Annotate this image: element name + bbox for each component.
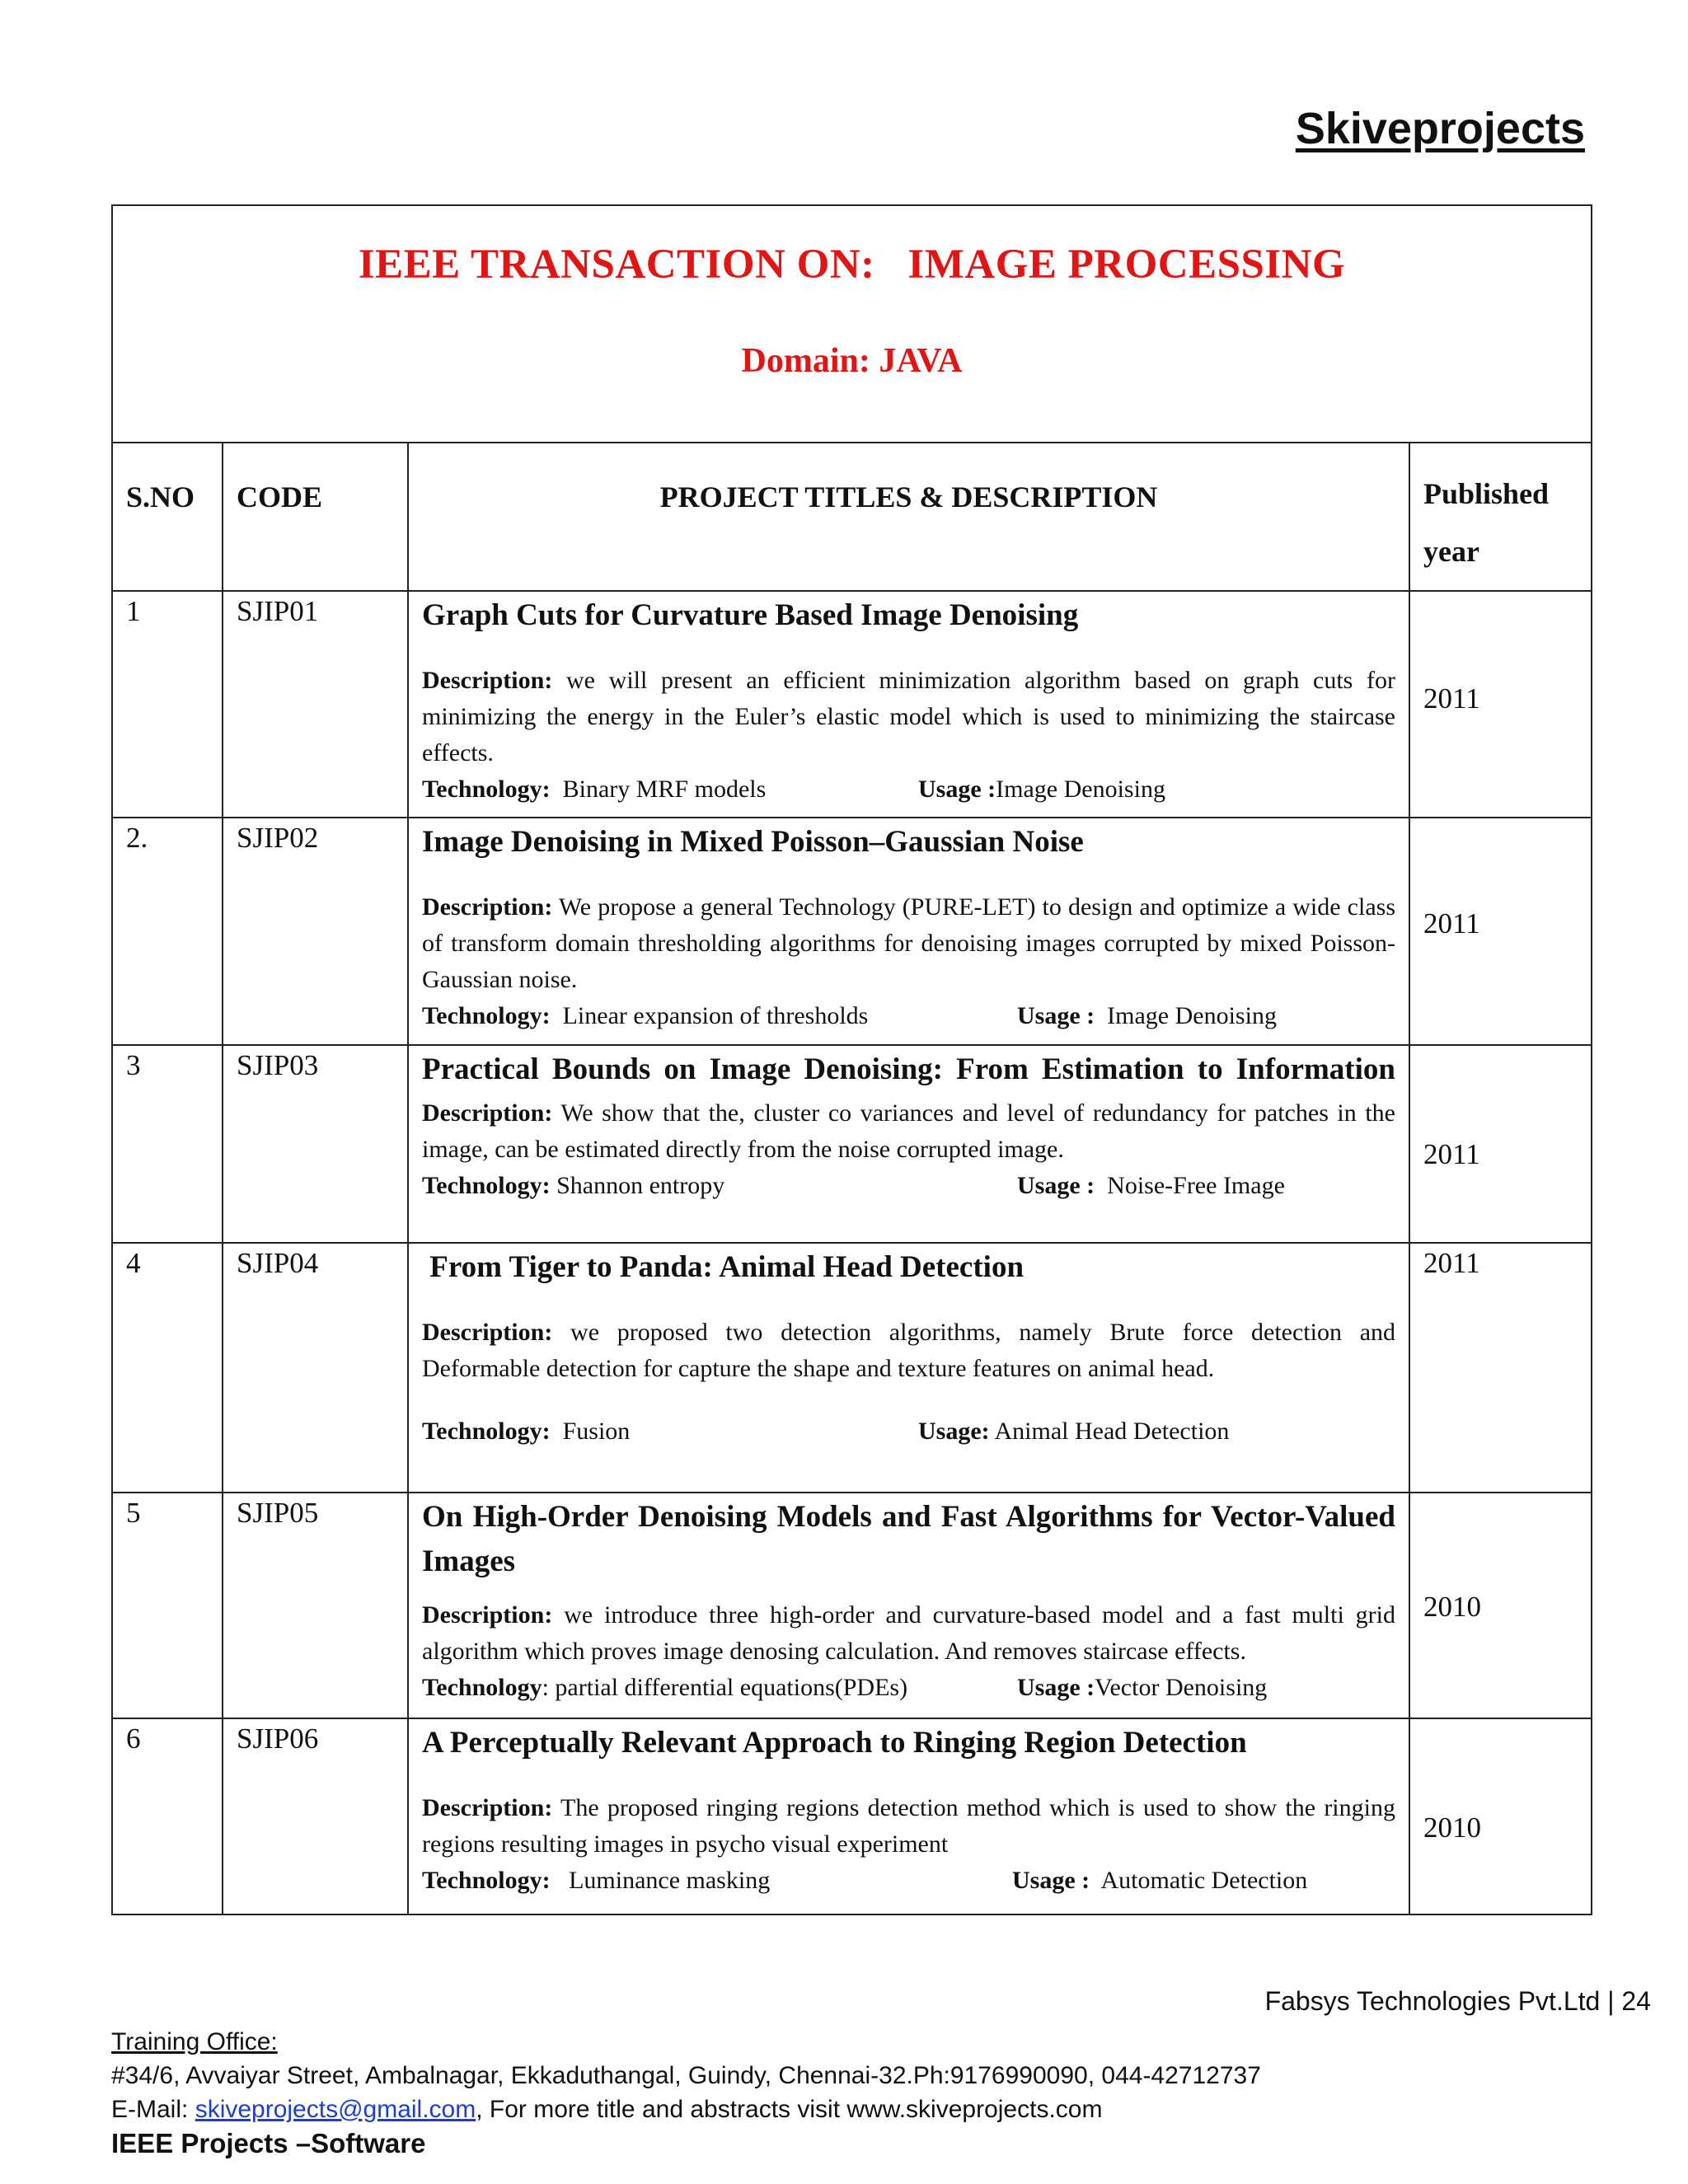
usage-label: Usage : [918, 776, 996, 803]
projects-table-wrapper [111, 204, 1591, 1915]
row-sno: 5 [112, 1493, 223, 1718]
usage [1012, 1863, 1307, 1899]
description-text: The proposed ringing regions detection method which is used to show the ringing regions resulting images in psycho visual experiment [422, 1794, 1395, 1858]
usage [918, 1413, 1229, 1450]
usage-label: Usage : [1017, 1674, 1095, 1701]
project-description [422, 1790, 1395, 1863]
column-header-year [1409, 443, 1592, 591]
usage-value: Image Denoising [1095, 1002, 1277, 1029]
description-label: Description: [422, 1319, 553, 1346]
technology [422, 771, 766, 808]
usage-value: Animal Head Detection [989, 1418, 1230, 1445]
usage-label: Usage: [918, 1418, 990, 1445]
row-year: 2011 [1409, 818, 1592, 1045]
technology [422, 1863, 770, 1899]
technology-usage-line [422, 1413, 1395, 1450]
technology-label: Technology: [422, 1172, 551, 1199]
project-description [422, 1597, 1395, 1670]
row-content [408, 1718, 1409, 1915]
description-text: we proposed two detection algorithms, namely Brute force detection and Deformable detection for capture the shape and texture features on animal head. [422, 1319, 1396, 1382]
usage-value: Vector Denoising [1095, 1674, 1268, 1701]
usage [918, 771, 1165, 808]
row-sno: 6 [112, 1718, 223, 1915]
table-row [112, 1493, 1592, 1718]
technology-usage-line [422, 1863, 1395, 1899]
technology-value: Fusion [550, 1418, 631, 1445]
banner-cell [112, 205, 1592, 443]
transaction-title: IEEE TRANSACTION ON: IMAGE PROCESSING [358, 241, 1346, 288]
email-prefix: E-Mail: [111, 2096, 195, 2123]
row-year: 2010 [1409, 1718, 1592, 1915]
row-sno: 1 [112, 591, 223, 818]
email-line [111, 2093, 1261, 2126]
project-title: Image Denoising in Mixed Poisson–Gaussian Noise [422, 825, 1084, 859]
technology-value: : partial differential equations(PDEs) [542, 1674, 908, 1701]
row-code: SJIP02 [223, 818, 408, 1045]
technology-usage-line [422, 1168, 1395, 1204]
description-label: Description: [422, 893, 553, 921]
footer-tagline: IEEE Projects –Software [111, 2128, 426, 2158]
usage [1017, 1168, 1285, 1204]
row-content [408, 1493, 1409, 1718]
usage-value: Image Denoising [996, 776, 1165, 803]
company-page-number: Fabsys Technologies Pvt.Ltd | 24 [1264, 1986, 1651, 2016]
projects-table [111, 204, 1592, 1915]
usage [1017, 998, 1277, 1034]
row-content [408, 1243, 1409, 1493]
technology-value: Binary MRF models [550, 776, 767, 803]
row-year: 2011 [1409, 591, 1592, 818]
email-suffix: , For more title and abstracts visit www.skiveprojects.com [476, 2096, 1103, 2123]
table-row [112, 1045, 1592, 1243]
technology [422, 998, 868, 1034]
description-text: We propose a general Technology (PURE-LET) to design and optimize a wide class of transform domain thresholding algorithms for denoising images corrupted by mixed Poisson-Gaussian noise. [422, 893, 1395, 993]
year-header-line2: year [1423, 535, 1479, 568]
technology-label: Technology: [422, 1002, 551, 1029]
row-year: 2011 [1409, 1045, 1592, 1243]
column-header-row [112, 443, 1592, 591]
year-header-line1: Published [1423, 477, 1550, 510]
table-header-banner [112, 205, 1592, 443]
project-title: Graph Cuts for Curvature Based Image Denoising [422, 598, 1079, 632]
row-year: 2011 [1409, 1243, 1592, 1493]
description-text: We show that the, cluster co variances and level of redundancy for patches in the image, can be estimated directly from the noise corrupted image. [422, 1099, 1395, 1163]
technology [422, 1168, 724, 1204]
row-content [408, 1045, 1409, 1243]
description-label: Description: [422, 1794, 553, 1821]
table-row [112, 818, 1592, 1045]
usage-label: Usage : [1017, 1172, 1095, 1199]
row-sno: 4 [112, 1243, 223, 1493]
table-row [112, 1243, 1592, 1493]
row-year: 2010 [1409, 1493, 1592, 1718]
technology-label: Technology: [422, 776, 551, 803]
technology-usage-line [422, 1670, 1395, 1706]
technology-usage-line [422, 771, 1395, 808]
technology [422, 1670, 907, 1706]
address-line: #34/6, Avvaiyar Street, Ambalnagar, Ekkaduthangal, Guindy, Chennai-32.Ph:9176990090, 044-42712737 [111, 2062, 1261, 2089]
row-content [408, 591, 1409, 818]
row-sno: 2. [112, 818, 223, 1045]
row-content [408, 818, 1409, 1045]
project-title-text: Practical Bounds on Image Denoising: From Estimation to Information [422, 1052, 1395, 1086]
project-description [422, 889, 1395, 998]
training-office-label: Training Office: [111, 2028, 278, 2055]
column-header-code: CODE [223, 443, 408, 591]
technology-label: Technology: [422, 1418, 551, 1445]
row-code: SJIP01 [223, 591, 408, 818]
row-code: SJIP03 [223, 1045, 408, 1243]
technology-value: Shannon entropy [550, 1172, 725, 1199]
usage [1017, 1670, 1267, 1706]
row-code: SJIP06 [223, 1718, 408, 1915]
email-link[interactable]: skiveprojects@gmail.com [195, 2096, 476, 2123]
technology [422, 1413, 630, 1450]
project-description [422, 663, 1395, 771]
usage-value: Automatic Detection [1090, 1867, 1308, 1894]
usage-label: Usage : [1012, 1867, 1090, 1894]
technology-label: Technology [422, 1674, 542, 1701]
column-header-titles: PROJECT TITLES & DESCRIPTION [408, 443, 1409, 591]
description-label: Description: [422, 1099, 553, 1127]
project-description [422, 1315, 1395, 1387]
table-row [112, 591, 1592, 818]
table-row [112, 1718, 1592, 1915]
domain-label: Domain: JAVA [741, 342, 963, 380]
technology-value: Luminance masking [550, 1867, 771, 1894]
description-text: we introduce three high-order and curvature-based model and a fast multi grid algorithm which proves image denosing calculation. And removes staircase effects. [422, 1601, 1396, 1665]
project-description [422, 1095, 1395, 1168]
description-label: Description: [422, 667, 553, 694]
usage-label: Usage : [1017, 1002, 1095, 1029]
footer [111, 2025, 1261, 2160]
row-code: SJIP04 [223, 1243, 408, 1493]
description-text: we will present an efficient minimization algorithm based on graph cuts for minimizing the energy in the Euler’s elastic model which is used to minimizing the staircase effects. [422, 667, 1396, 766]
project-title [422, 1047, 1395, 1092]
technology-usage-line [422, 998, 1395, 1034]
description-label: Description: [422, 1601, 553, 1629]
technology-label: Technology: [422, 1867, 551, 1894]
row-sno: 3 [112, 1045, 223, 1243]
technology-value: Linear expansion of thresholds [550, 1002, 869, 1029]
project-title: From Tiger to Panda: Animal Head Detection [422, 1250, 1025, 1284]
project-title: On High-Order Denoising Models and Fast Algorithms for Vector-Valued Images [422, 1500, 1395, 1578]
project-title: A Perceptually Relevant Approach to Ringing Region Detection [422, 1726, 1247, 1760]
row-code: SJIP05 [223, 1493, 408, 1718]
usage-value: Noise-Free Image [1095, 1172, 1285, 1199]
brand-title: Skiveprojects [1295, 104, 1585, 153]
column-header-sno: S.NO [112, 443, 223, 591]
